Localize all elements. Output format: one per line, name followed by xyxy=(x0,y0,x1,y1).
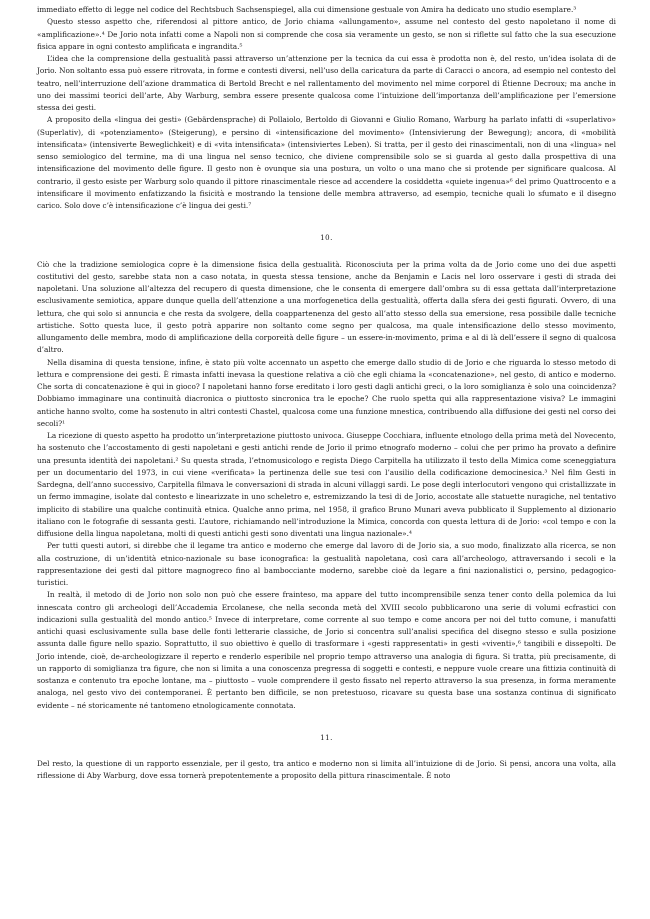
text-block-top xyxy=(37,4,616,212)
text-block-bottom xyxy=(37,758,616,783)
paragraph: Ciò che la tradizione semiologica copre è la dimensione fisica della gestualità. Riconosciuta per la prima volta da de Jorio come uno dei due aspetti costitutivi del gesto, sarebbe stata non a caso notata, in questa stessa tensione, anche da Benjamin e Lacis nel loro osservare i gesti di strada dei napoletani. Una soluzione all’altezza del recupero di questa dimensione, che le consenta di emergere dall’ombra su di essa gettata dall’interpretazione esclusivamente semiotica, appare dunque quella dell’attenzione a una morfogenetica della gestualità, offerta dalla sfera dei gesti figurati. Ovvero, di una lettura, che qui solo si annuncia e che resta da svolgere, della coappartenenza del gesto all’atto stesso della sua emersione, resa possibile dalle tecniche artistiche. Sotto questa luce, il gesto potrà apparire non soltanto come segno per qualcosa, ma quale intensificazione dello stesso movimento, allungamento delle membra, modo di amplificazione della corporeità delle figure – un essere-in-movimento, prima e al di là dell’essere il segno di qualcosa d’altro. xyxy=(37,259,616,355)
paragraph: La ricezione di questo aspetto ha prodotto un’interpretazione piuttosto univoca. Giuseppe Cocchiara, influente etnologo della prima metà del Novecento, ha sostenuto che l’accostamento di gesti napoletani e gesti antichi rende de Jorio il primo etnografo moderno – colui che per primo ha provato a definire una presunta identità dei napoletani.² Su questa strada, l’etnomusicologo e regista Diego Carpitella ha utilizzato il testo della Mimica come sceneggiatura per un documentario del 1973, in cui viene «verificata» la pertinenza delle sue tesi con l’ausilio della codificazione democinesica.³ Nel film Gesti in Sardegna, dell’anno successivo, Carpitella filmava le conversazioni di strada in alcuni villaggi sardi. Le pose degli interlocutori vengono qui cristallizzate in un fermo immagine, isolate dal contesto e linearizzate in uno scheletro e, estremizzando la tesi di de Jorio, accostate alle statuette nuragiche, nel tentativo implicito di stabilire una qualche continuità etnica. Qualche anno prima, nel 1958, il grafico Bruno Munari aveva pubblicato il Supplemento al dizionario italiano con le fotografie di sessanta gesti. L’autore, richiamando nell’introduzione la Mimica, concorda con questa lettura di de Jorio: «col tempo e con la diffusione della lingua napoletana, molti di questi antichi gesti sono diventati una lingua nazionale».⁴ xyxy=(37,431,616,538)
paragraph: L’idea che la comprensione della gestualità passi attraverso un’attenzione per la tecnica da cui essa è prodotta non è, del resto, un’idea isolata di de Jorio. Non soltanto essa può essere ritrovata, in forme e contesti diversi, nell’uso della caricatura da parte di Caracci o ancora, ad esempio nel contesto del teatro, nell’interruzione dell’azione drammatica di Bertold Brecht e nel rallentamento del movimento nel mime corporel di Étienne Decroux; ma anche in uno dei massimi teorici dell’arte, Aby Warburg, sembra essere presente qualcosa come l’intuizione dell’importanza dell’amplificazione per l’emersione stessa dei gesti. xyxy=(37,54,616,112)
paragraph: immediato effetto di legge nel codice del Rechtsbuch Sachsenspiegel, alla cui dimensione gestuale von Amira ha dedicato uno studio esemplare.³ xyxy=(37,5,577,14)
paragraph: Questo stesso aspetto che, riferendosi al pittore antico, de Jorio chiama «allungamento», assume nel contesto del gesto napoletano il nome di «amplificazione».⁴ De Jorio nota infatti come a Napoli non si comprende che cosa sia veramente un gesto, se non si riflette sul fatto che la sua esecuzione fisica appare in ogni contesto amplificata e ingrandita.⁵ xyxy=(37,17,616,51)
paragraph: Nella disamina di questa tensione, infine, è stato più volte accennato un aspetto che emerge dallo studio di de Jorio e che riguarda lo stesso metodo di lettura e comprensione dei gesti. È rimasta infatti inevasa la questione relativa a ciò che egli chiama la «concatenazione», nel gesto, di antico e moderno. Che sorta di concatenazione è qui in gioco? I napoletani hanno forse ereditato i loro gesti dagli antichi greci, o la loro somiglianza è solo una coincidenza? Dobbiamo immaginare una continuità diacronica o piuttosto sincronica tra le epoche? Che ruolo spetta qui alla rappresentazione visiva? Le immagini antiche hanno svolto, come ha sostenuto in altri contesti Chastel, qualcosa come una funzione mnestica, contribuendo alla diffusione dei gesti nel corso dei secoli?¹ xyxy=(37,357,616,428)
paragraph: Del resto, la questione di un rapporto essenziale, per il gesto, tra antico e moderno non si limita all’intuizione di de Jorio. Si pensi, ancora una volta, alla riflessione di Aby Warburg, dove essa tornerà prepotentemente a proposito della pittura rinascimentale. È noto xyxy=(37,759,616,781)
paragraph: Per tutti questi autori, si direbbe che il legame tra antico e moderno che emerge dal lavoro di de Jorio sia, a suo modo, finalizzato alla ricerca, se non alla costruzione, di un’identità etnico-nazionale su base iconografica: la gestualità napoletana, così cara all’archeologo, attraversando i secoli e la rappresentazione dei gesti dal pittore magnogreco fino al bambocciante moderno, sarebbe cioè da legare a fini nazionalistici o, persino, pedagogico-turistici. xyxy=(37,541,616,587)
section-number-11: 11. xyxy=(320,733,333,742)
section-number-10: 10. xyxy=(320,234,333,243)
paragraph: In realtà, il metodo di de Jorio non solo non può che essere frainteso, ma appare del tutto incomprensibile senza tener conto della polemica da lui innescata contro gli archeologi dell’Accademia Ercolanese, che nella seconda metà del XVIII secolo pubblicarono una serie di volumi ecfrastici con indicazioni sulla gestualità del mondo antico.⁵ Invece di interpretare, come corrente al suo tempo e come ancora per noi del tutto comune, i manufatti antichi quasi esclusivamente sulla base delle fonti letterarie classiche, de Jorio si concentra sull’analisi specifica del disegno stesso e sulla posizione assunta dalle figure nello spazio. Soprattutto, il suo obiettivo è quello di trasformare i «gesti rappresentati» in gesti «viventi»,⁶ tangibili e dissepolti. De Jorio intende, cioè, de-archeologizzare il reperto e renderlo esperibile nel proprio tempo attraverso una analogia di figura. Si tratta, più precisamente, di un rapporto di somiglianza tra figure, che non si limita a una conoscenza pregressa di soggetti e contesti, e neppure vuole creare una fittizia continuità di sostanza e contenuto tra epoche lontane, ma – piuttosto – vuole comprendere il gesto fissato nel reperto attraverso la sua presenza, in forma meramente analoga, nel gesto vivo dei contemporanei. È pertanto ben difficile, se non pretestuoso, ricavare su questa base una sostanza continua di significato evidente – né storicamente né tantomeno etnologicamente connotata. xyxy=(37,590,616,710)
text-block-middle xyxy=(37,259,616,712)
paragraph: A proposito della «lingua dei gesti» (Gebärdensprache) di Pollaiolo, Bertoldo di Giovanni e Giulio Romano, Warburg ha parlato infatti di «superlativo» (Superlativ), di «potenziamento» (Steigerung), e persino di «intensificazione del movimento» (Intensivierung der Bewegung); ancora, di «mobilità intensificata» (intensiverte Beweglichkeit) e di «vita intensificata» (intensiviertes Leben). Si tratta, per il gesto dei rinascimentali, non di una «lingua» nel senso semiologico del termine, ma di una lingua nel senso tecnico, che diviene comprensibile solo se si guarda al gesto dalla prospettiva di una intensificazione del movimento delle figure. Il gesto non è ovunque sia una postura, un volto o una mano che si protende per significare qualcosa. Al contrario, il gesto esiste per Warburg solo quando il pittore rinascimentale riesce ad accendere la cosiddetta «quiete ingenua»⁶ del primo Quattrocento e a intensificare il movimento enfatizzando la fisicità e mostrando la tensione delle membra attraverso, ad esempio, tecniche quali lo sfumato e il disegno carico. Solo dove c’è intensificazione c’è lingua dei gesti.⁷ xyxy=(37,115,616,210)
